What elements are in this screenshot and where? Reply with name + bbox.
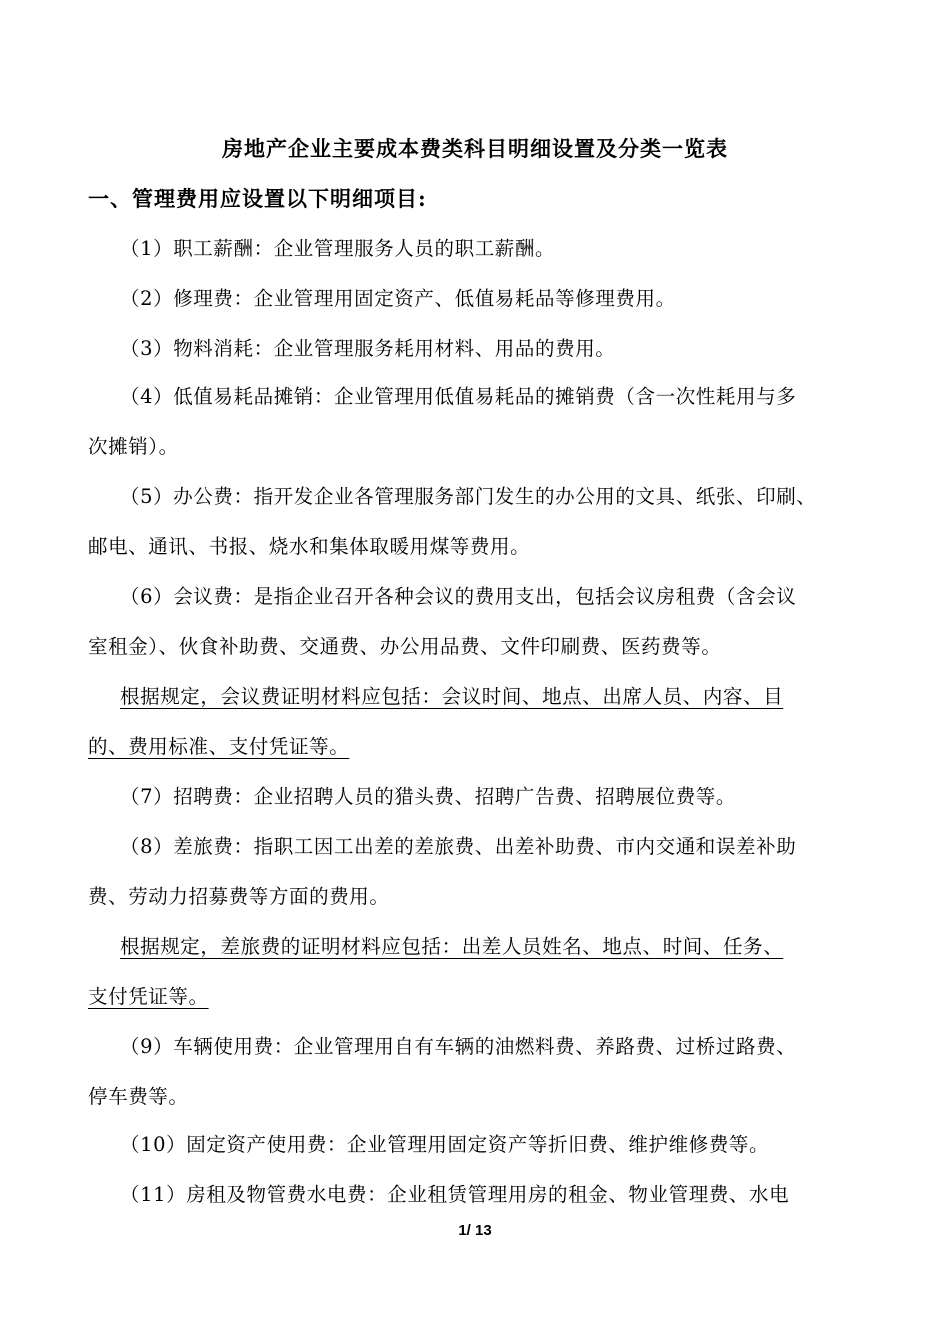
travel-note-text-2: 支付凭证等。 [88,985,209,1008]
item-1-line: （1）职工薪酬：企业管理服务人员的职工薪酬。 [120,237,556,260]
travel-note-line-1 [120,932,880,962]
item-2-line: （2）修理费：企业管理用固定资产、低值易耗品等修理费用。 [120,287,676,310]
page-number: 1/ 13 [458,1222,492,1239]
item-8-line-1: （8）差旅费：指职工因工出差的差旅费、出差补助费、市内交通和误差补助 [120,835,797,858]
meeting-note-line-2 [88,732,878,762]
item-6-line-2: 室租金）、伙食补助费、交通费、办公用品费、文件印刷费、医药费等。 [88,635,722,658]
item-9-line-1: （9）车辆使用费：企业管理用自有车辆的油燃料费、养路费、过桥过路费、 [120,1035,797,1058]
item-6-line-1: （6）会议费：是指企业召开各种会议的费用支出，包括会议房租费（含会议 [120,585,797,608]
travel-note-line-2 [88,982,878,1012]
travel-note-text-1: 根据规定，差旅费的证明材料应包括：出差人员姓名、地点、时间、任务、 [120,935,784,958]
item-3-line: （3）物料消耗：企业管理服务耗用材料、用品的费用。 [120,337,616,360]
document-title: 房地产企业主要成本费类科目明细设置及分类一览表 [222,136,728,161]
item-10-line: （10）固定资产使用费：企业管理用固定资产等折旧费、维护维修费等。 [120,1133,770,1156]
item-9-line-2: 停车费等。 [88,1085,189,1108]
item-5-line-2: 邮电、通讯、书报、烧水和集体取暖用煤等费用。 [88,535,531,558]
item-8-line-2: 费、劳动力招募费等方面的费用。 [88,885,390,908]
item-4-line-1: （4）低值易耗品摊销：企业管理用低值易耗品的摊销费（含一次性耗用与多 [120,385,797,408]
meeting-note-text-2: 的、费用标准、支付凭证等。 [88,735,350,758]
item-4-line-2: 次摊销）。 [88,435,179,458]
meeting-note-line-1 [120,682,880,712]
item-11-line-1: （11）房租及物管费水电费：企业租赁管理用房的租金、物业管理费、水电 [120,1183,790,1206]
item-5-line-1: （5）办公费：指开发企业各管理服务部门发生的办公用的文具、纸张、印刷、 [120,485,817,508]
section-heading: 一、管理费用应设置以下明细项目: [88,186,427,211]
item-7-line: （7）招聘费：企业招聘人员的猎头费、招聘广告费、招聘展位费等。 [120,785,737,808]
meeting-note-text-1: 根据规定，会议费证明材料应包括：会议时间、地点、出席人员、内容、目 [120,685,784,708]
